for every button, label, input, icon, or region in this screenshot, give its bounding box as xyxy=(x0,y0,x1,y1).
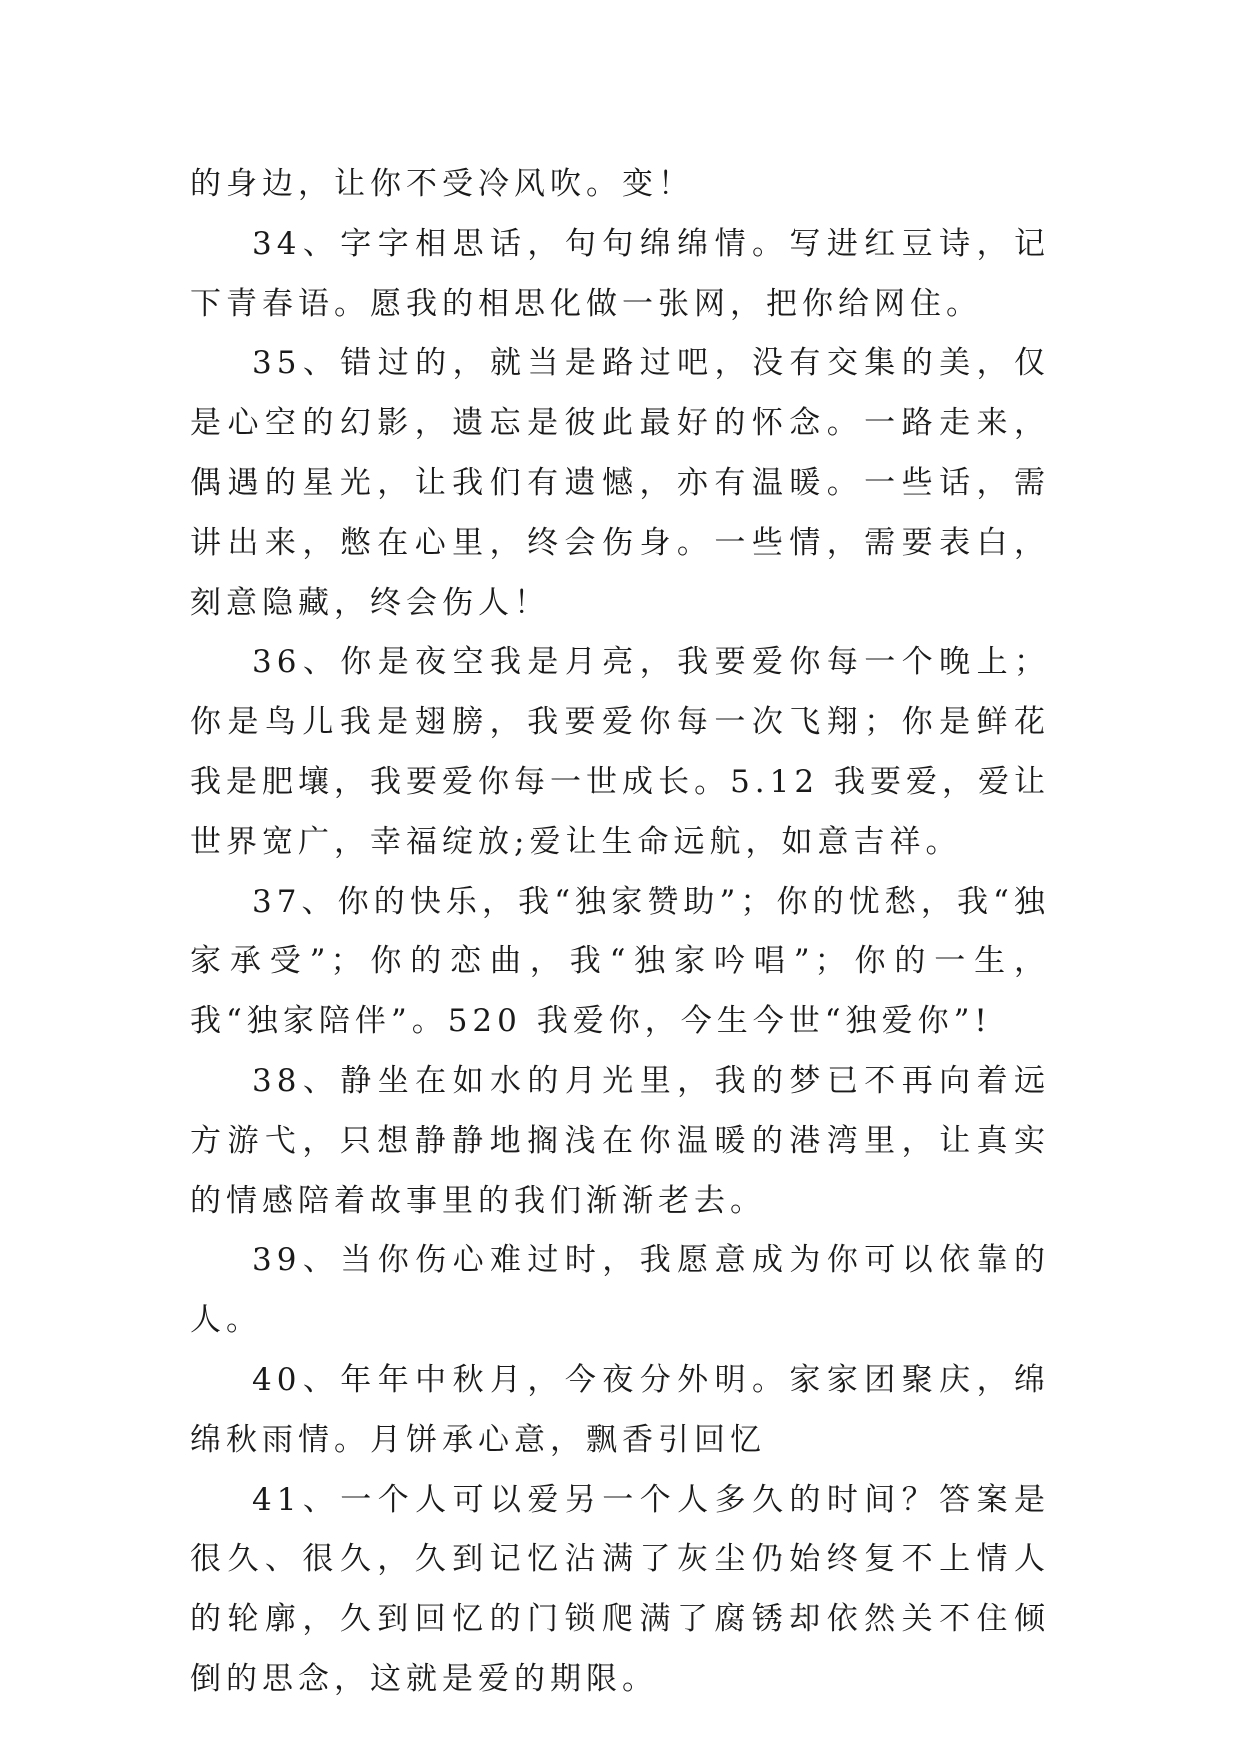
paragraph-35: 35、错过的，就当是路过吧，没有交集的美，仅是心空的幻影，遗忘是彼此最好的怀念。一路走来，偶遇的星光，让我们有遗憾，亦有温暖。一些话，需讲出来，憋在心里，终会伤身。一些情，需要表白，刻意隐藏，终会伤人！ xyxy=(190,345,1050,621)
body-text xyxy=(190,155,1050,1710)
paragraph-continuation: 的身边，让你不受冷风吹。变！ xyxy=(190,166,694,202)
paragraph-40: 40、年年中秋月，今夜分外明。家家团聚庆，绵绵秋雨情。月饼承心意，飘香引回忆 xyxy=(190,1361,1050,1458)
paragraph-34: 34、字字相思话，句句绵绵情。写进红豆诗，记下青春语。愿我的相思化做一张网，把你给网住。 xyxy=(190,225,1050,322)
paragraph-38: 38、静坐在如水的月光里，我的梦已不再向着远方游弋，只想静静地搁浅在你温暖的港湾里，让真实的情感陪着故事里的我们渐渐老去。 xyxy=(190,1062,1050,1219)
paragraph-36: 36、你是夜空我是月亮，我要爱你每一个晚上；你是鸟儿我是翅膀，我要爱你每一次飞翔；你是鲜花我是肥壤，我要爱你每一世成长。5.12 我要爱，爱让世界宽广，幸福绽放;爱让生命远航，如意吉祥。 xyxy=(190,644,1050,860)
paragraph-39: 39、当你伤心难过时，我愿意成为你可以依靠的人。 xyxy=(190,1242,1050,1339)
paragraph-41: 41、一个人可以爱另一个人多久的时间？答案是很久、很久，久到记忆沾满了灰尘仍始终复不上情人的轮廓，久到回忆的门锁爬满了腐锈却依然关不住倾倒的思念，这就是爱的期限。 xyxy=(190,1481,1050,1697)
paragraph-37: 37、你的快乐，我“独家赞助”；你的忧愁，我“独家承受”；你的恋曲，我“独家吟唱”；你的一生，我“独家陪伴”。520 我爱你，今生今世“独爱你”! xyxy=(190,883,1050,1040)
